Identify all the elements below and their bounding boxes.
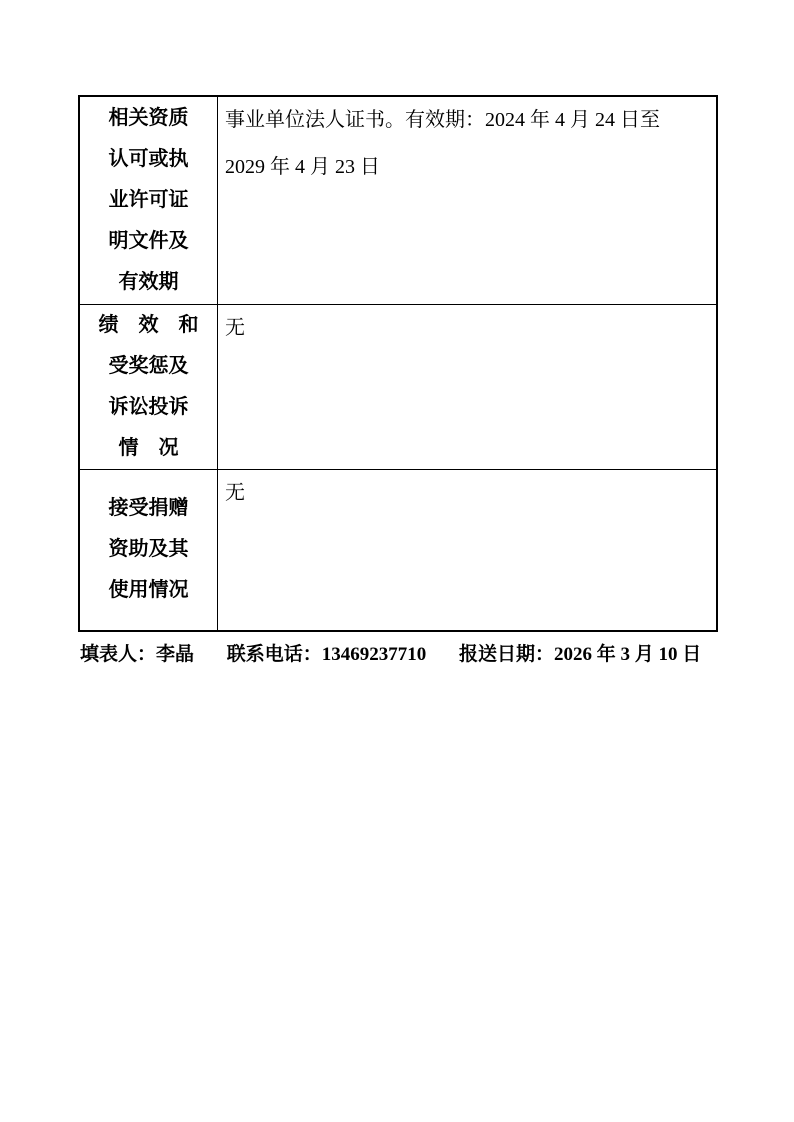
performance-value-cell (218, 304, 718, 469)
performance-value-text: 无 (225, 316, 245, 339)
footer-line (80, 643, 701, 667)
label-line: 有效期 (118, 270, 179, 293)
disclosure-form-table (78, 95, 718, 632)
label-line: 相关资质 (108, 106, 189, 129)
table-row-qualification (79, 96, 717, 304)
label-line: 情 况 (118, 436, 179, 459)
contact-phone-text: 联系电话：13469237710 (226, 644, 427, 665)
label-line: 认可或执 (108, 147, 189, 170)
donation-value-cell (218, 469, 718, 631)
donation-label-cell (79, 469, 218, 631)
label-line: 资助及其 (108, 538, 189, 561)
donation-value-text: 无 (225, 481, 245, 504)
label-line: 明文件及 (108, 229, 189, 252)
label-line: 业许可证 (108, 188, 189, 211)
table-row-performance (79, 304, 717, 469)
label-line: 绩 效 和 (98, 313, 199, 336)
label-line: 受奖惩及 (108, 354, 189, 377)
label-line: 使用情况 (108, 579, 189, 602)
label-line: 诉讼投诉 (108, 395, 189, 418)
label-line: 接受捐赠 (108, 497, 189, 520)
qualification-label-cell (79, 96, 218, 304)
qualification-value-cell (218, 96, 718, 304)
table-row-donation (79, 469, 717, 631)
performance-label-cell (79, 304, 218, 469)
report-date-text: 报送日期：2026 年 3 月 10 日 (459, 644, 702, 665)
qualification-value-text: 事业单位法人证书。有效期：2024 年 4 月 24 日至 2029 年 4 月 23 日 (225, 109, 660, 178)
preparer-text: 填表人：李晶 (80, 644, 195, 665)
